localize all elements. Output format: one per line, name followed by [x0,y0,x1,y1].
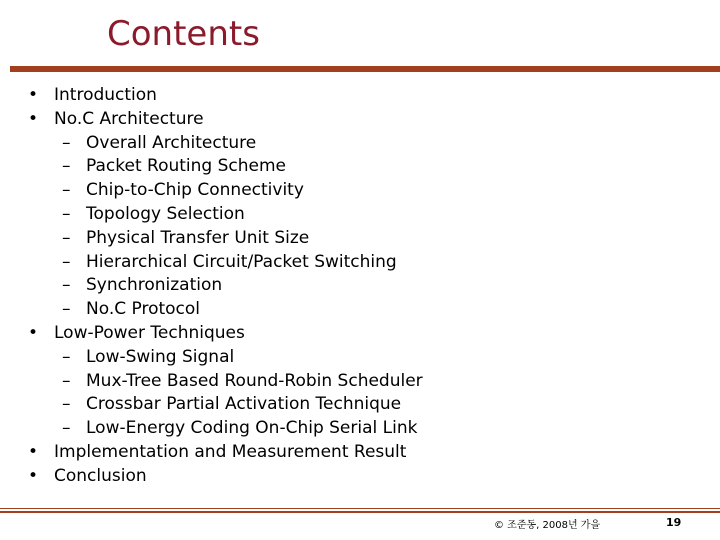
outline-item [0,441,720,465]
outline-subitem-label: Packet Routing Scheme [86,156,286,177]
title-divider [10,66,720,72]
dash-icon: – [62,227,71,248]
outline-subitem [0,346,720,370]
outline-item [0,322,720,346]
outline-subitem-label: Mux-Tree Based Round-Robin Scheduler [86,370,423,391]
footer-divider [0,511,720,513]
outline-subitem [0,155,720,179]
outline-subitem [0,203,720,227]
outline-item [0,108,720,132]
outline-subitem [0,370,720,394]
outline-item-label: Low-Power Techniques [54,322,245,343]
bullet-icon: • [28,85,39,105]
outline-subitem [0,274,720,298]
dash-icon: – [62,394,71,415]
dash-icon: – [62,156,71,177]
outline-subitem [0,417,720,441]
footer-divider-thin [0,508,720,509]
outline-item [0,84,720,108]
dash-icon: – [62,370,71,391]
dash-icon: – [62,418,71,439]
outline-subitem [0,227,720,251]
outline-item [0,465,720,489]
outline-item-label: Introduction [54,85,157,105]
outline-subitem-label: Physical Transfer Unit Size [86,227,310,248]
outline-subitem-label: Overall Architecture [86,132,257,153]
bullet-icon: • [28,322,39,343]
outline-subitem-label: Low-Energy Coding On-Chip Serial Link [86,418,418,439]
bullet-icon: • [28,465,39,486]
outline-subitem [0,132,720,156]
dash-icon: – [62,203,71,224]
outline-subitem-label: Hierarchical Circuit/Packet Switching [86,251,397,272]
outline-subitem-label: Low-Swing Signal [86,346,235,367]
outline-subitem-label: No.C Protocol [86,299,201,320]
dash-icon: – [62,346,71,367]
outline-subitem [0,298,720,322]
outline-subitem-label: Synchronization [86,275,223,296]
outline-item-label: No.C Architecture [54,108,204,129]
outline-subitem [0,393,720,417]
dash-icon: – [62,299,71,320]
outline-item-label: Implementation and Measurement Result [54,441,407,462]
outline-subitem-label: Topology Selection [86,203,245,224]
footer-copyright: © 조준동, 2008년 가을 [494,520,601,531]
bullet-icon: • [28,108,39,129]
outline-subitem-label: Crossbar Partial Activation Technique [86,394,402,415]
outline-list [0,84,720,489]
slide-title: Contents [107,14,260,54]
page-number: 19 [666,516,682,529]
outline-subitem [0,179,720,203]
outline-subitem [0,251,720,275]
bullet-icon: • [28,441,39,462]
dash-icon: – [62,275,71,296]
dash-icon: – [62,132,71,153]
outline-subitem-label: Chip-to-Chip Connectivity [86,180,304,201]
dash-icon: – [62,251,71,272]
dash-icon: – [62,180,71,201]
outline-item-label: Conclusion [54,465,147,486]
